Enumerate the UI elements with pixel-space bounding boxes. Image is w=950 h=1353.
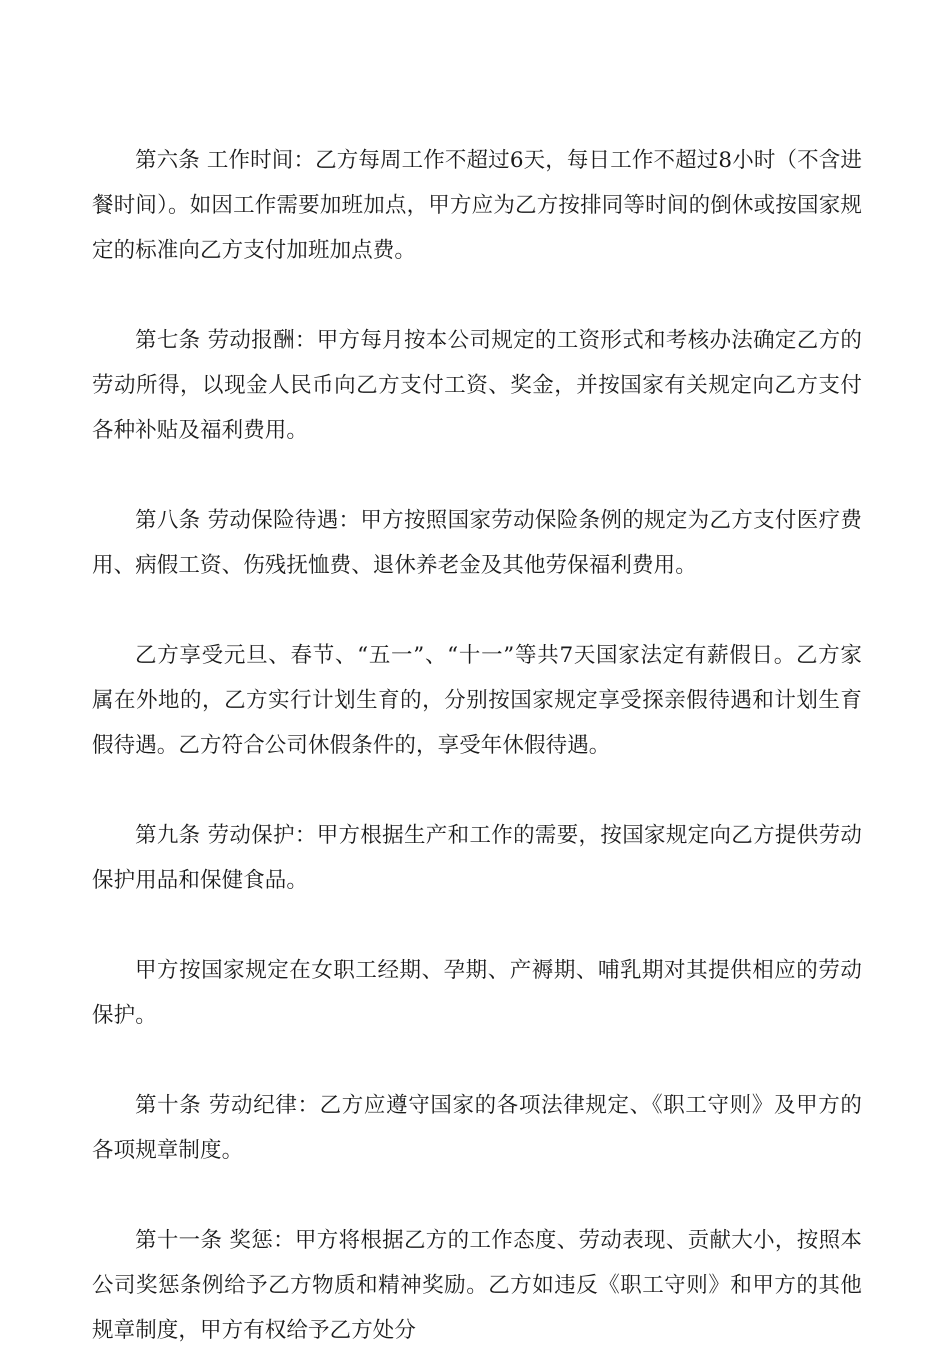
paragraph-article-9: 第九条 劳动保护：甲方根据生产和工作的需要，按国家规定向乙方提供劳动保护用品和保健食品。 [92,823,862,893]
paragraph-article-6: 第六条 工作时间：乙方每周工作不超过6天，每日工作不超过8小时（不含进餐时间）。如因工作需要加班加点，甲方应为乙方按排同等时间的倒休或按国家规定的标准向乙方支付加班加点费。 [92,148,862,263]
document-text-body [92,138,862,1353]
paragraph-article-10: 第十条 劳动纪律：乙方应遵守国家的各项法律规定、《职工守则》及甲方的各项规章制度。 [92,1093,862,1163]
paragraph-article-8: 第八条 劳动保险待遇：甲方按照国家劳动保险条例的规定为乙方支付医疗费用、病假工资、伤残抚恤费、退休养老金及其他劳保福利费用。 [92,508,862,578]
paragraph-article-8-holidays: 乙方享受元旦、春节、“五一”、“十一”等共7天国家法定有薪假日。乙方家属在外地的，乙方实行计划生育的，分别按国家规定享受探亲假待遇和计划生育假待遇。乙方符合公司休假条件的，享受年休假待遇。 [92,643,862,758]
paragraph-article-9-female-protection: 甲方按国家规定在女职工经期、孕期、产褥期、哺乳期对其提供相应的劳动保护。 [92,958,862,1028]
paragraph-article-7: 第七条 劳动报酬：甲方每月按本公司规定的工资形式和考核办法确定乙方的劳动所得，以现金人民币向乙方支付工资、奖金，并按国家有关规定向乙方支付各种补贴及福利费用。 [92,328,862,443]
paragraph-article-11: 第十一条 奖惩：甲方将根据乙方的工作态度、劳动表现、贡献大小，按照本公司奖惩条例给予乙方物质和精神奖励。乙方如违反《职工守则》和甲方的其他规章制度，甲方有权给予乙方处分 [92,1228,862,1343]
